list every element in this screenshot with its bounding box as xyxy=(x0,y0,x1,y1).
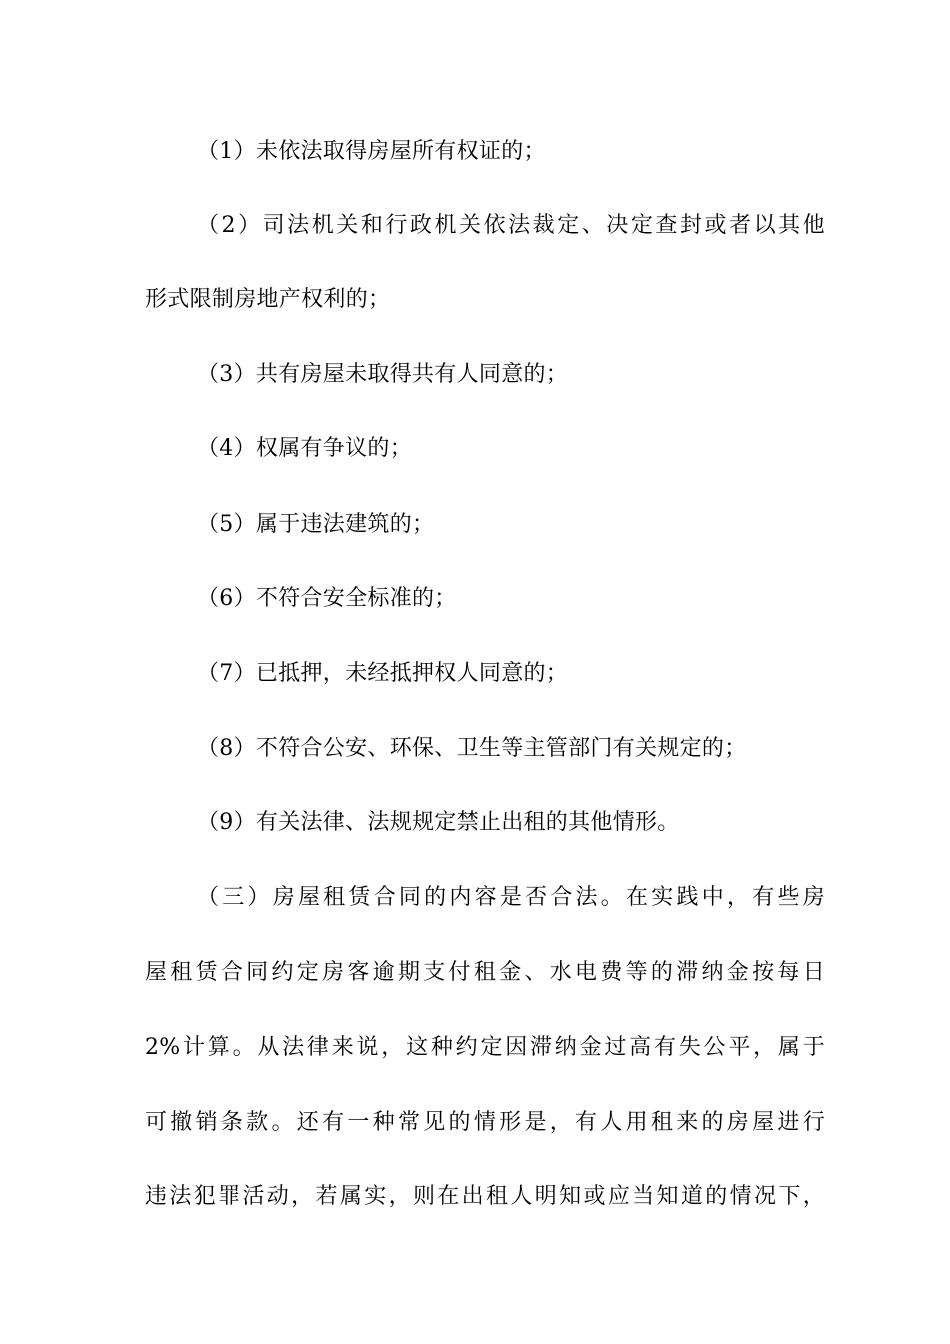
paragraph-line-3: 2%计算。从法律来说，这种约定因滞纳金过高有失公平，属于 xyxy=(145,1035,825,1060)
paragraph-line-1: （三）房屋租赁合同的内容是否合法。在实践中，有些房 xyxy=(197,885,825,910)
paragraph-line-2: 屋租赁合同约定房客逾期支付租金、水电费等的滞纳金按每日 xyxy=(145,960,825,985)
list-item-7: （7）已抵押，未经抵押权人同意的； xyxy=(197,661,569,686)
list-item-9: （9）有关法律、法规规定禁止出租的其他情形。 xyxy=(197,810,680,835)
list-item-3: （3）共有房屋未取得共有人同意的； xyxy=(197,362,569,387)
list-item-5: （5）属于违法建筑的； xyxy=(197,512,435,537)
list-item-6: （6）不符合安全标准的； xyxy=(197,586,457,611)
paragraph-line-4: 可撤销条款。还有一种常见的情形是，有人用租来的房屋进行 xyxy=(145,1110,825,1135)
list-item-2-line-2: 形式限制房地产权利的； xyxy=(145,287,391,312)
list-item-8: （8）不符合公安、环保、卫生等主管部门有关规定的； xyxy=(197,736,747,761)
paragraph-line-5: 违法犯罪活动，若属实，则在出租人明知或应当知道的情况下， xyxy=(145,1184,825,1209)
list-item-2-line-1: （2）司法机关和行政机关依法裁定、决定查封或者以其他 xyxy=(197,213,825,238)
list-item-4: （4）权属有争议的； xyxy=(197,436,412,461)
list-item-1: （1）未依法取得房屋所有权证的； xyxy=(197,139,546,164)
